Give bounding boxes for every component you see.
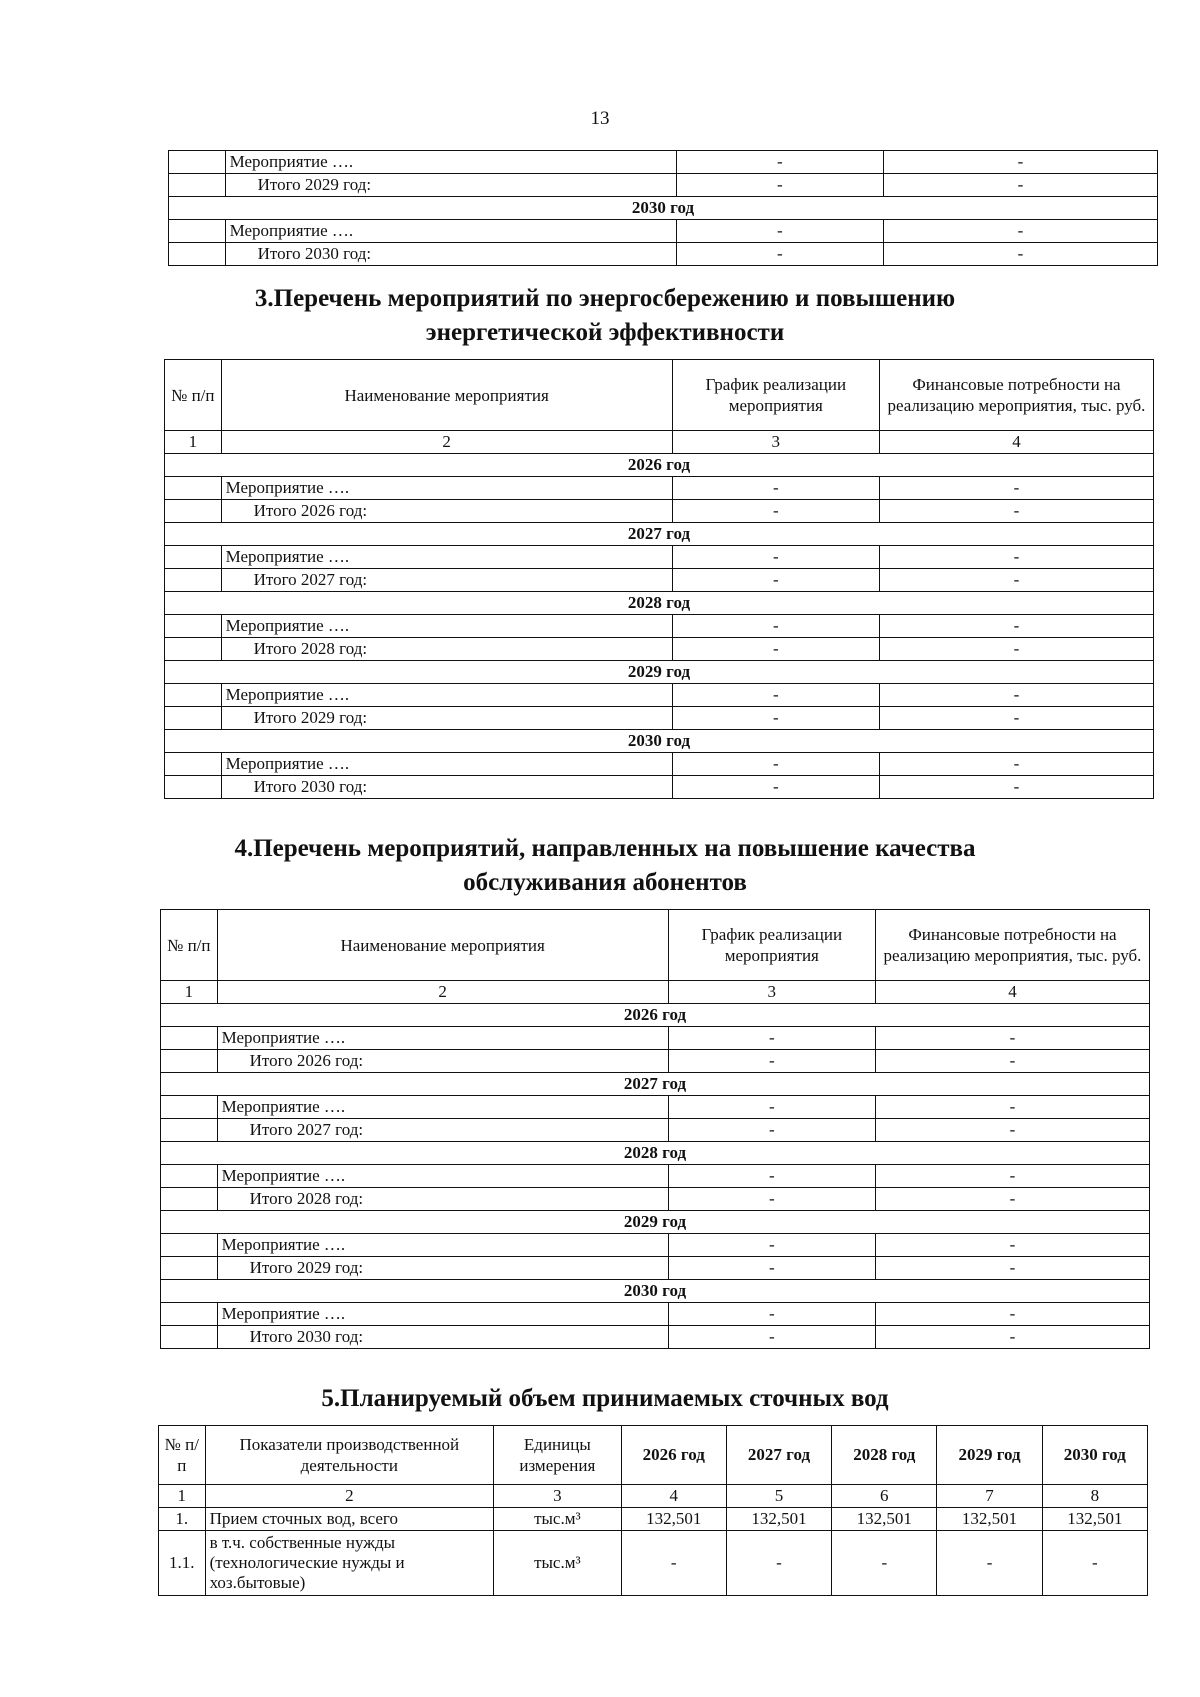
year-label: 2026 год <box>165 454 1154 477</box>
row-value: - <box>621 1531 726 1596</box>
measure-name: Мероприятие …. <box>221 684 672 707</box>
header-indicator: Показатели производственной деятельности <box>205 1426 494 1485</box>
row-num <box>165 638 222 661</box>
schedule-value: - <box>668 1050 875 1073</box>
finance-value: - <box>879 707 1153 730</box>
section4-title <box>150 832 1060 900</box>
section3-title-line2: энергетической эффективности <box>425 319 785 346</box>
row-num <box>161 1234 218 1257</box>
row-value: - <box>726 1531 831 1596</box>
finance-value: - <box>875 1326 1149 1349</box>
table-section3 <box>164 359 1154 799</box>
total-label: Итого 2030 год: <box>221 776 672 799</box>
col-number: 3 <box>494 1485 622 1508</box>
table-row <box>169 151 1158 174</box>
total-row <box>161 1188 1150 1211</box>
row-value: 132,501 <box>621 1508 726 1531</box>
row-indicator: Прием сточных вод, всего <box>205 1508 494 1531</box>
schedule-value: - <box>672 500 879 523</box>
header-year: 2027 год <box>726 1426 831 1485</box>
table-section4-body <box>161 1004 1150 1349</box>
section5-title: 5.Планируемый объем принимаемых сточных вод <box>321 1385 889 1412</box>
schedule-value: - <box>668 1303 875 1326</box>
col-number: 4 <box>875 981 1149 1004</box>
finance-value: - <box>879 684 1153 707</box>
finance-value: - <box>875 1119 1149 1142</box>
header-finance: Финансовые потребности на реализацию мероприятия, тыс. руб. <box>875 910 1149 981</box>
schedule-value: - <box>668 1188 875 1211</box>
year-header-row <box>161 1280 1150 1303</box>
finance-value: - <box>875 1050 1149 1073</box>
section4-title-line1: 4.Перечень мероприятий, направленных на повышение качества <box>234 835 976 862</box>
measure-name: Мероприятие …. <box>217 1027 668 1050</box>
schedule-value: - <box>676 151 883 174</box>
measure-name: Мероприятие …. <box>221 753 672 776</box>
total-row <box>169 243 1158 266</box>
finance-value: - <box>875 1165 1149 1188</box>
measure-name: Мероприятие …. <box>217 1096 668 1119</box>
header-year: 2029 год <box>937 1426 1042 1485</box>
schedule-value: - <box>672 477 879 500</box>
measure-name: Мероприятие …. <box>221 615 672 638</box>
col-number: 1 <box>165 431 222 454</box>
total-label: Итого 2028 год: <box>217 1188 668 1211</box>
finance-value: - <box>883 243 1157 266</box>
finance-value: - <box>875 1234 1149 1257</box>
total-row <box>161 1326 1150 1349</box>
year-header-row <box>161 1211 1150 1234</box>
table-header-row <box>159 1426 1148 1485</box>
total-row <box>165 638 1154 661</box>
finance-value: - <box>879 569 1153 592</box>
total-row <box>169 174 1158 197</box>
total-row <box>165 707 1154 730</box>
col-number: 3 <box>668 981 875 1004</box>
table-row <box>161 1165 1150 1188</box>
finance-value: - <box>875 1188 1149 1211</box>
table-row <box>161 1234 1150 1257</box>
row-value: - <box>937 1531 1042 1596</box>
table-row <box>165 684 1154 707</box>
col-number: 1 <box>159 1485 206 1508</box>
finance-value: - <box>883 151 1157 174</box>
col-number: 4 <box>879 431 1153 454</box>
finance-value: - <box>879 638 1153 661</box>
table-row <box>161 1303 1150 1326</box>
schedule-value: - <box>672 684 879 707</box>
table-row <box>169 220 1158 243</box>
col-number: 4 <box>621 1485 726 1508</box>
table-header-row <box>161 910 1150 981</box>
row-indicator: в т.ч. собственные нужды (технологические нужды и хоз.бытовые) <box>205 1531 494 1596</box>
total-label: Итого 2026 год: <box>221 500 672 523</box>
total-label: Итого 2030 год: <box>225 243 676 266</box>
schedule-value: - <box>668 1326 875 1349</box>
schedule-value: - <box>668 1234 875 1257</box>
finance-value: - <box>879 615 1153 638</box>
col-number: 7 <box>937 1485 1042 1508</box>
total-label: Итого 2028 год: <box>221 638 672 661</box>
finance-value: - <box>875 1303 1149 1326</box>
row-num <box>161 1303 218 1326</box>
table-row <box>165 753 1154 776</box>
col-number: 8 <box>1042 1485 1147 1508</box>
row-num <box>165 684 222 707</box>
row-num <box>161 1257 218 1280</box>
year-header-row <box>165 592 1154 615</box>
year-label: 2030 год <box>161 1280 1150 1303</box>
finance-value: - <box>875 1027 1149 1050</box>
year-header-row <box>161 1142 1150 1165</box>
section4-title-line2: обслуживания абонентов <box>463 869 747 896</box>
finance-value: - <box>875 1096 1149 1119</box>
row-num: 1. <box>159 1508 206 1531</box>
schedule-value: - <box>672 546 879 569</box>
row-num <box>165 776 222 799</box>
total-label: Итого 2026 год: <box>217 1050 668 1073</box>
finance-value: - <box>879 477 1153 500</box>
row-num <box>169 151 226 174</box>
header-num: № п/п <box>165 360 222 431</box>
year-label: 2028 год <box>161 1142 1150 1165</box>
row-num <box>165 569 222 592</box>
col-number: 2 <box>217 981 668 1004</box>
section3-title-line1: 3.Перечень мероприятий по энергосбережению и повышению <box>254 285 956 312</box>
year-header-row <box>165 523 1154 546</box>
measure-name: Мероприятие …. <box>217 1303 668 1326</box>
schedule-value: - <box>672 615 879 638</box>
row-num <box>161 1027 218 1050</box>
row-num <box>161 1050 218 1073</box>
table-row <box>161 1096 1150 1119</box>
year-header-row <box>165 454 1154 477</box>
year-header-row <box>161 1073 1150 1096</box>
total-row <box>165 569 1154 592</box>
total-label: Итого 2029 год: <box>225 174 676 197</box>
header-year: 2030 год <box>1042 1426 1147 1485</box>
schedule-value: - <box>672 753 879 776</box>
header-finance: Финансовые потребности на реализацию мероприятия, тыс. руб. <box>879 360 1153 431</box>
finance-value: - <box>879 500 1153 523</box>
finance-value: - <box>879 753 1153 776</box>
total-label: Итого 2027 год: <box>217 1119 668 1142</box>
table-section5 <box>158 1425 1148 1596</box>
measure-name: Мероприятие …. <box>225 220 676 243</box>
measure-name: Мероприятие …. <box>217 1234 668 1257</box>
schedule-value: - <box>668 1257 875 1280</box>
row-num <box>165 615 222 638</box>
year-header-row <box>165 661 1154 684</box>
col-number: 5 <box>726 1485 831 1508</box>
schedule-value: - <box>672 776 879 799</box>
schedule-value: - <box>672 707 879 730</box>
table-header-row <box>165 360 1154 431</box>
row-unit: тыс.м³ <box>494 1531 622 1596</box>
schedule-value: - <box>676 220 883 243</box>
total-label: Итого 2029 год: <box>221 707 672 730</box>
schedule-value: - <box>668 1165 875 1188</box>
year-label: 2030 год <box>169 197 1158 220</box>
column-number-row <box>159 1485 1148 1508</box>
measure-name: Мероприятие …. <box>217 1165 668 1188</box>
measure-name: Мероприятие …. <box>225 151 676 174</box>
total-row <box>161 1257 1150 1280</box>
year-header-row <box>165 730 1154 753</box>
header-num: № п/п <box>161 910 218 981</box>
col-number: 1 <box>161 981 218 1004</box>
table-continuation <box>168 150 1158 266</box>
row-num <box>161 1165 218 1188</box>
total-row <box>161 1119 1150 1142</box>
total-label: Итого 2027 год: <box>221 569 672 592</box>
header-num: № п/п <box>159 1426 206 1485</box>
header-schedule: График реализации мероприятия <box>672 360 879 431</box>
measure-name: Мероприятие …. <box>221 477 672 500</box>
row-value: 132,501 <box>832 1508 937 1531</box>
schedule-value: - <box>668 1096 875 1119</box>
row-value: 132,501 <box>937 1508 1042 1531</box>
finance-value: - <box>879 776 1153 799</box>
finance-value: - <box>883 174 1157 197</box>
row-num <box>165 707 222 730</box>
row-unit: тыс.м³ <box>494 1508 622 1531</box>
schedule-value: - <box>668 1027 875 1050</box>
schedule-value: - <box>676 243 883 266</box>
table-row <box>159 1508 1148 1531</box>
header-year: 2026 год <box>621 1426 726 1485</box>
row-num <box>169 243 226 266</box>
row-value: 132,501 <box>726 1508 831 1531</box>
row-num <box>161 1096 218 1119</box>
table-row <box>165 546 1154 569</box>
year-label: 2029 год <box>165 661 1154 684</box>
year-header-row <box>169 197 1158 220</box>
table-row <box>161 1027 1150 1050</box>
table-row <box>165 477 1154 500</box>
finance-value: - <box>879 546 1153 569</box>
row-num <box>165 477 222 500</box>
header-name: Наименование мероприятия <box>217 910 668 981</box>
row-value: - <box>1042 1531 1147 1596</box>
total-label: Итого 2030 год: <box>217 1326 668 1349</box>
year-label: 2029 год <box>161 1211 1150 1234</box>
row-num <box>169 220 226 243</box>
total-label: Итого 2029 год: <box>217 1257 668 1280</box>
year-header-row <box>161 1004 1150 1027</box>
page-number: 13 <box>590 108 610 129</box>
col-number: 2 <box>205 1485 494 1508</box>
header-year: 2028 год <box>832 1426 937 1485</box>
row-num <box>165 546 222 569</box>
row-num <box>165 500 222 523</box>
header-schedule: График реализации мероприятия <box>668 910 875 981</box>
year-label: 2028 год <box>165 592 1154 615</box>
row-num <box>161 1326 218 1349</box>
table-row <box>165 615 1154 638</box>
year-label: 2027 год <box>161 1073 1150 1096</box>
col-number: 2 <box>221 431 672 454</box>
year-label: 2026 год <box>161 1004 1150 1027</box>
header-name: Наименование мероприятия <box>221 360 672 431</box>
measure-name: Мероприятие …. <box>221 546 672 569</box>
total-row <box>161 1050 1150 1073</box>
col-number: 6 <box>832 1485 937 1508</box>
schedule-value: - <box>672 569 879 592</box>
row-num <box>161 1119 218 1142</box>
schedule-value: - <box>676 174 883 197</box>
row-num <box>161 1188 218 1211</box>
row-value: 132,501 <box>1042 1508 1147 1531</box>
year-label: 2030 год <box>165 730 1154 753</box>
schedule-value: - <box>668 1119 875 1142</box>
row-num: 1.1. <box>159 1531 206 1596</box>
column-number-row <box>161 981 1150 1004</box>
table-continuation-body <box>169 151 1158 266</box>
table-row <box>159 1531 1148 1596</box>
row-num <box>169 174 226 197</box>
column-number-row <box>165 431 1154 454</box>
total-row <box>165 500 1154 523</box>
finance-value: - <box>883 220 1157 243</box>
row-num <box>165 753 222 776</box>
year-label: 2027 год <box>165 523 1154 546</box>
section3-title <box>150 282 1060 350</box>
header-unit: Единицы измерения <box>494 1426 622 1485</box>
row-value: - <box>832 1531 937 1596</box>
schedule-value: - <box>672 638 879 661</box>
finance-value: - <box>875 1257 1149 1280</box>
table-section4 <box>160 909 1150 1349</box>
table-section3-body <box>165 454 1154 799</box>
col-number: 3 <box>672 431 879 454</box>
total-row <box>165 776 1154 799</box>
